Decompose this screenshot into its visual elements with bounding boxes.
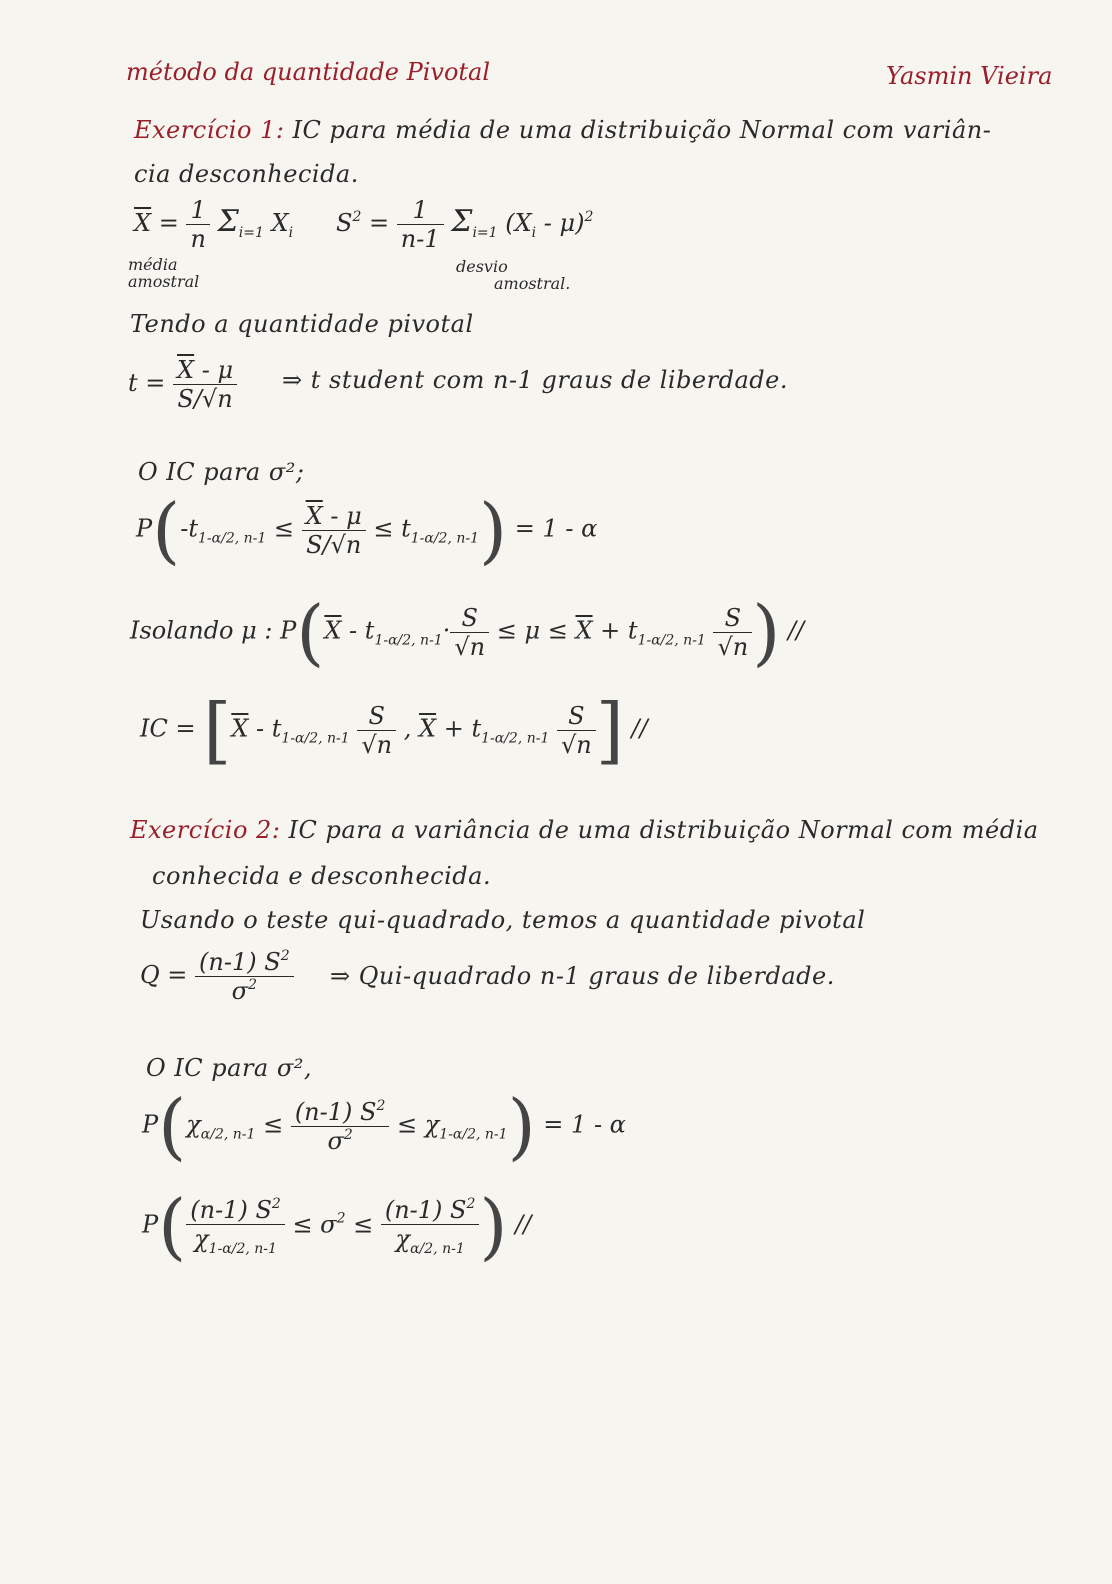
q-pivot-formula: Q = $\frac{(n-1) S^2}{\sigma^2}$	[140, 948, 294, 1005]
mean-note-line1: média	[128, 255, 178, 274]
exercise2-statement-line	[130, 816, 1039, 844]
variance-note	[456, 258, 570, 292]
t-pivot-formula: t = $\frac{\overline{X} - \mu}{S/√n}$	[128, 356, 237, 413]
author-name: Yasmin Vieira	[886, 62, 1053, 90]
exercise2-statement-cont: conhecida e desconhecida.	[152, 862, 492, 890]
t-probability-equation: $P(-t_{1-\alpha/2, n-1}$ ≤ $\frac{\overline{X} - \mu}{S/√n}$ ≤ $t_{1-\alpha/2, n-1}) = 1 - \alpha$	[136, 488, 598, 572]
t-pivot-description: ⇒ t student com n-1 graus de liberdade.	[282, 366, 788, 394]
chi-probability-equation: $P(\chi_{\alpha/2, n-1}$ ≤ $\frac{(n-1) S^2}{\sigma^2}$ ≤ $\chi_{1-\alpha/2, n-1}) = 1 - \alpha$	[142, 1084, 626, 1168]
exercise1-statement-line	[134, 116, 991, 144]
exercise2-label: Exercício 2:	[130, 816, 281, 844]
mean-note-line2: amostral	[128, 272, 200, 291]
variance-note-line1: desvio	[456, 257, 508, 276]
exercise2-statement: IC para a variância de uma distribuição Normal com média	[288, 816, 1039, 844]
exercise1-statement-cont: cia desconhecida.	[134, 160, 359, 188]
isolating-label: Isolando μ :	[130, 616, 273, 645]
sample-mean-formula: $\overline{X}$ = $\frac{1}{n}$ $\Sigma_{i=1}$ $X_i$	[134, 196, 294, 253]
exercise1-label: Exercício 1:	[134, 116, 285, 144]
isolating-mu-equation: Isolando μ : $P(\overline{X} - t_{1-\alpha/2, n-1}\cdot$ $\frac{S}{√n}$ ≤ $\mu \le \overline{X} + t_{1-\alpha/2, n-1}$ $\frac{S}{√n}$ ) //	[130, 590, 805, 674]
page-title: método da quantidade Pivotal	[126, 58, 491, 86]
mean-note	[128, 256, 199, 290]
exercise1-statement: IC para média de uma distribuição Normal com variân-	[292, 116, 992, 144]
sample-variance-formula: $S^2$ = $\frac{1}{n-1}$ $\Sigma_{i=1}$ $(X_i - \mu)^2$	[336, 196, 594, 253]
ic2-title: O IC para σ²,	[146, 1054, 312, 1082]
chi-final-equation: P( $\frac{(n-1) S^2}{\chi_{1-\alpha/2, n-1}}$ ≤ $\sigma^2$ ≤ $\frac{(n-1) S^2}{\chi_{\alpha/2, n-1}}$ ) //	[142, 1184, 532, 1268]
chi-square-intro: Usando o teste qui-quadrado, temos a quantidade pivotal	[140, 906, 866, 934]
ic1-result-equation: IC = [$\overline{X} - t_{1-\alpha/2, n-1}$ $\frac{S}{√n}$ , $\overline{X} + t_{1-\alpha/2, n-1}$ $\frac{S}{√n}$ ] //	[140, 688, 648, 772]
q-pivot-description: ⇒ Qui-quadrado n-1 graus de liberdade.	[330, 962, 835, 990]
pivot-intro: Tendo a quantidade pivotal	[130, 310, 474, 338]
ic1-title: O IC para σ²;	[138, 458, 305, 486]
variance-note-line2: amostral.	[494, 274, 571, 293]
